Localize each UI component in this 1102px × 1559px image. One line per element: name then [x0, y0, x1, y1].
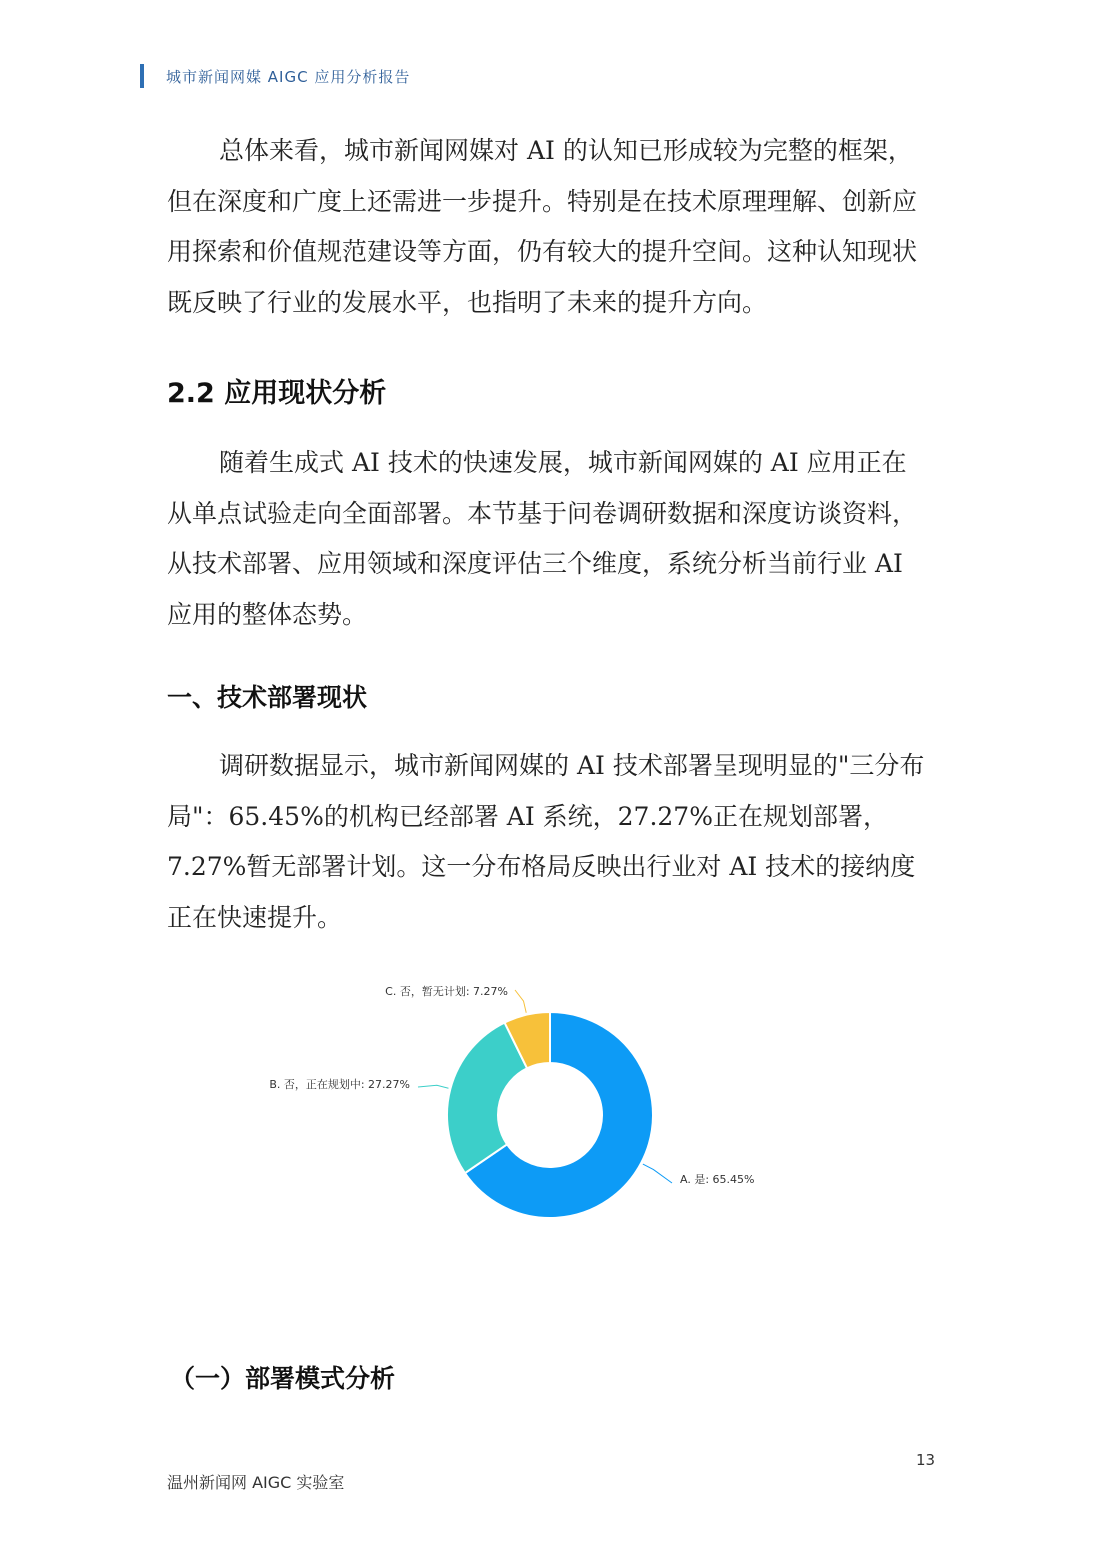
page-number: 13 — [916, 1451, 936, 1469]
donut-chart-svg — [240, 970, 860, 1240]
header-accent-bar — [140, 64, 144, 88]
subsection-heading: 一、技术部署现状 — [167, 683, 368, 712]
paragraph-overview: 总体来看，城市新闻网媒对 AI 的认知已形成较为完整的框架，但在深度和广度上还需进一步提升。特别是在技术原理理解、创新应用探索和价值规范建设等方面，仍有较大的提升空间。这种认知现状既反映了行业的发展水平，也指明了未来的提升方向。 — [167, 136, 918, 317]
section-heading: 2.2 应用现状分析 — [167, 378, 387, 409]
subsubsection-heading: （一）部署模式分析 — [170, 1364, 396, 1393]
donut-label-3: C. 否，暂无计划: 7.27% — [385, 985, 508, 998]
donut-label-2: B. 否，正在规划中: 27.27% — [269, 1078, 410, 1091]
header-title: 城市新闻网媒 AIGC 应用分析报告 — [166, 68, 411, 86]
paragraph-intro: 随着生成式 AI 技术的快速发展，城市新闻网媒的 AI 应用正在从单点试验走向全面部署。本节基于问卷调研数据和深度访谈资料，从技术部署、应用领域和深度评估三个维度，系统分析当前行业 AI 应用的整体态势。 — [167, 448, 918, 629]
footer-organization: 温州新闻网 AIGC 实验室 — [167, 1473, 345, 1492]
deployment-donut-chart — [240, 970, 860, 1240]
donut-label-1: A. 是: 65.45% — [680, 1173, 755, 1186]
donut-leader-line-1 — [643, 1164, 672, 1183]
donut-leader-line-2 — [418, 1085, 448, 1088]
donut-leader-line-3 — [515, 990, 526, 1013]
paragraph-deployment: 调研数据显示，城市新闻网媒的 AI 技术部署呈现明显的"三分布局"：65.45%的机构已经部署 AI 系统，27.27%正在规划部署，7.27%暂无部署计划。这一分布格局反映出行业对 AI 技术的接纳度正在快速提升。 — [167, 751, 925, 932]
